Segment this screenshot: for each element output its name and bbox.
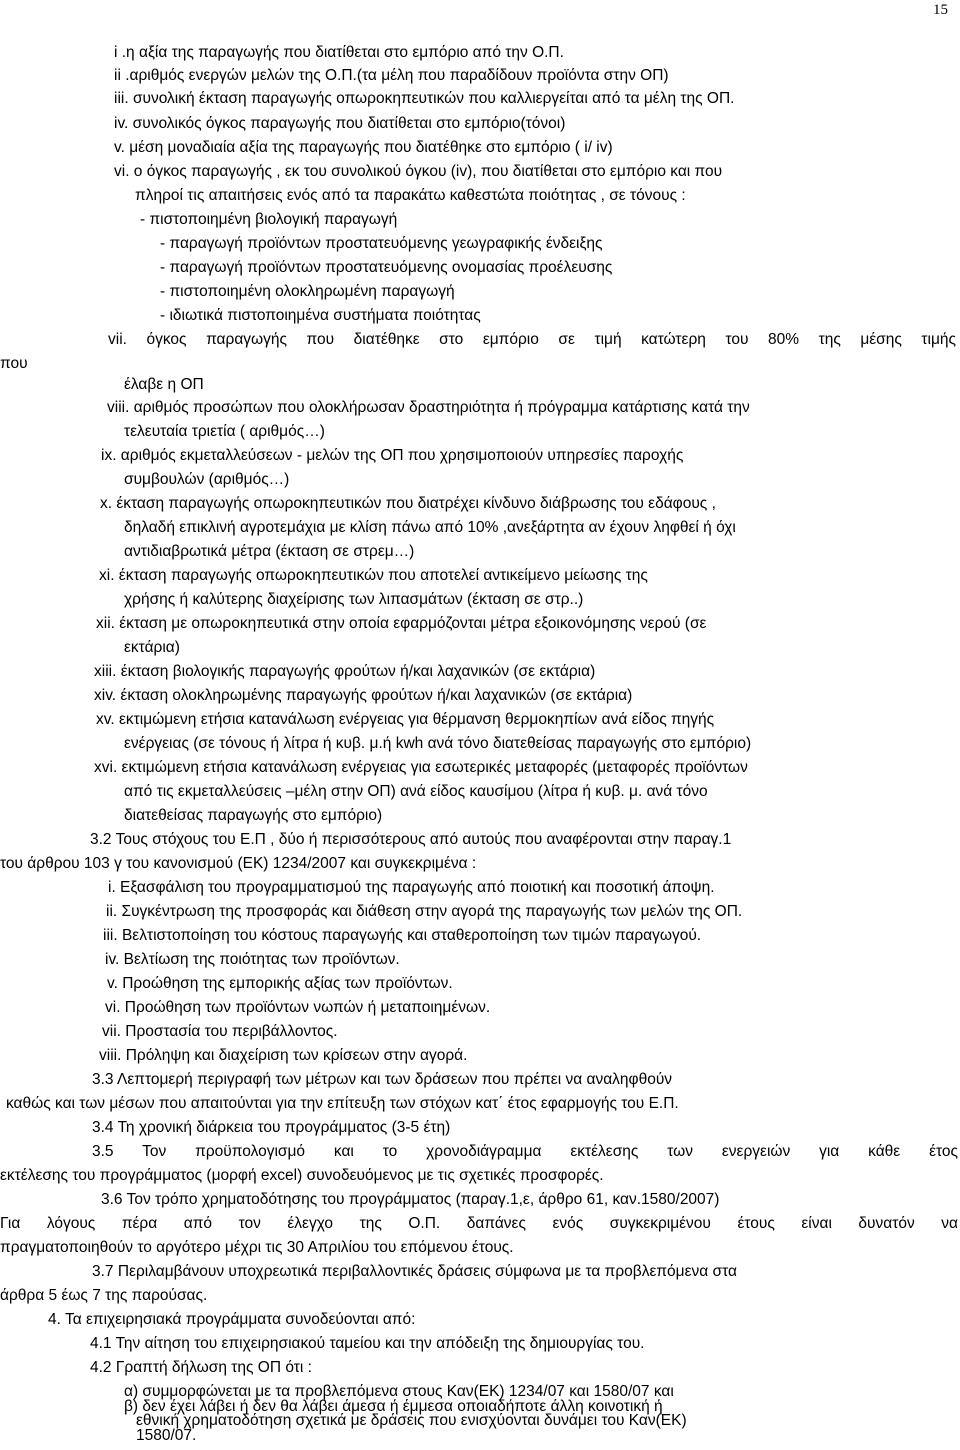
text-line: β) δεν έχει λάβει ή δεν θα λάβει άμεσα ή έμμεσα οποιαδήποτε άλλη κοινοτική ή [124, 1398, 663, 1415]
text-line: αντιδιαβρωτικά μέτρα (έκταση σε στρεμ…) [124, 543, 415, 560]
text-line: vi. ο όγκος παραγωγής , εκ του συνολικού όγκου (iv), που διατίθεται στο εμπόριο και που [114, 163, 723, 180]
text-line: xi. έκταση παραγωγής οπωροκηπευτικών που αποτελεί αντικείμενο μείωσης της [99, 567, 648, 584]
text-line: ενέργειας (σε τόνους ή λίτρα ή κυβ. μ.ή kwh ανά τόνο διατεθείσας παραγωγής στο εμπόριο) [124, 735, 752, 752]
text-line: v. μέση μοναδιαία αξία της παραγωγής που διατέθηκε στο εμπόριο ( i/ iv) [114, 139, 613, 156]
text-line: 4. Τα επιχειρησιακά προγράμματα συνοδεύονται από: [48, 1311, 416, 1328]
text-line: i. Εξασφάλιση του προγραμματισμού της παραγωγής από ποιοτική και ποσοτική άποψη. [108, 879, 715, 896]
text-line: iii. Βελτιστοποίηση του κόστους παραγωγής και σταθεροποίηση των τιμών παραγωγού. [103, 927, 702, 944]
text-line: έλαβε η ΟΠ [124, 376, 204, 393]
text-line: 4.2 Γραπτή δήλωση της ΟΠ ότι : [90, 1359, 312, 1376]
text-line: v. Προώθηση της εμπορικής αξίας των προϊόντων. [107, 975, 453, 992]
text-line: viii. αριθμός προσώπων που ολοκλήρωσαν δραστηριότητα ή πρόγραμμα κατάρτισης κατά την [107, 399, 750, 416]
text-line: από τις εκμεταλλεύσεις –μέλη στην ΟΠ) ανά είδος καυσίμου (λίτρα ή κυβ. μ. ανά τόνο [124, 783, 708, 800]
text-line: 3.3 Λεπτομερή περιγραφή των μέτρων και των δράσεων που πρέπει να αναληφθούν [92, 1071, 673, 1088]
text-line: 3.6 Τον τρόπο χρηματοδότησης του προγράμματος (παραγ.1,ε, άρθρο 61, καν.1580/2007) [101, 1191, 720, 1208]
text-line: τελευταία τριετία ( αριθμός…) [124, 423, 325, 440]
text-line: διατεθείσας παραγωγής στο εμπόριο) [124, 807, 383, 824]
text-line: vii. Προστασία του περιβάλλοντος. [102, 1023, 338, 1040]
text-line: εκτάρια) [124, 639, 180, 656]
text-line: xii. έκταση με οπωροκηπευτικά στην οποία εφαρμόζονται μέτρα εξοικονόμησης νερού (σε [96, 615, 707, 632]
text-line: δηλαδή επικλινή αγροτεμάχια με κλίση πάνω από 10% ,ανεξάρτητα αν έχουν ληφθεί ή όχι [124, 519, 736, 536]
text-line: 3.2 Τους στόχους του Ε.Π , δύο ή περισσότερους από αυτούς που αναφέρονται στην παραγ.1 [90, 831, 732, 848]
text-line: viii. Πρόληψη και διαχείριση των κρίσεων στην αγορά. [99, 1047, 468, 1064]
text-line: συμβουλών (αριθμός…) [124, 471, 290, 488]
text-line: Για λόγους πέρα από τον έλεγχο της Ο.Π. δαπάνες ενός συγκεκριμένου έτους είναι δυνατόν να [0, 1215, 958, 1232]
text-line: - ιδιωτικά πιστοποιημένα συστήματα ποιότητας [160, 307, 481, 324]
text-line: πληροί τις απαιτήσεις ενός από τα παρακάτω καθεστώτα ποιότητας , σε τόνους : [135, 187, 686, 204]
text-line: που [0, 355, 28, 372]
text-line: - παραγωγή προϊόντων προστατευόμενης γεωγραφικής ένδειξης [160, 235, 603, 252]
text-line: εκτέλεσης του προγράμματος (μορφή excel) συνοδευόμενος με τις σχετικές προσφορές. [0, 1167, 604, 1184]
text-line: 3.4 Τη χρονική διάρκεια του προγράμματος (3-5 έτη) [92, 1119, 451, 1136]
text-line: xiv. έκταση ολοκληρωμένης παραγωγής φρούτων ή/και λαχανικών (σε εκτάρια) [94, 687, 633, 704]
text-line: 3.7 Περιλαμβάνουν υποχρεωτικά περιβαλλοντικές δράσεις σύμφωνα με τα προβλεπόμενα στα [92, 1263, 737, 1280]
text-line: xvi. εκτιμώμενη ετήσια κατανάλωση ενέργειας για εσωτερικές μεταφορές (μεταφορές προϊόντων [94, 759, 748, 776]
text-line: - παραγωγή προϊόντων προστατευόμενης ονομασίας προέλευσης [160, 259, 613, 276]
text-line: xiii. έκταση βιολογικής παραγωγής φρούτων ή/και λαχανικών (σε εκτάρια) [94, 663, 596, 680]
text-line: - πιστοποιημένη ολοκληρωμένη παραγωγή [160, 283, 455, 300]
text-line: iii. συνολική έκταση παραγωγής οπωροκηπευτικών που καλλιεργείται από τα μέλη της ΟΠ. [114, 90, 735, 107]
text-line: εθνική χρηματοδότηση σχετικά με δράσεις που ενισχύονται δυνάμει του Καν(ΕΚ) [136, 1412, 687, 1429]
text-line: χρήσης ή καλύτερης διαχείρισης των λιπασμάτων (έκταση σε στρ..) [124, 591, 584, 608]
text-line: xv. εκτιμώμενη ετήσια κατανάλωση ενέργειας για θέρμανση θερμοκηπίων ανά είδος πηγής [96, 711, 715, 728]
text-line: vi. Προώθηση των προϊόντων νωπών ή μεταποιημένων. [105, 999, 491, 1016]
page-number: 15 [933, 2, 948, 18]
text-line: ii .αριθμός ενεργών μελών της Ο.Π.(τα μέλη που παραδίδουν προϊόντα στην ΟΠ) [114, 67, 669, 84]
text-line: 1580/07. [136, 1427, 197, 1444]
text-line: x. έκταση παραγωγής οπωροκηπευτικών που διατρέχει κίνδυνο διάβρωσης του εδάφους , [100, 495, 716, 512]
text-line: ii. Συγκέντρωση της προσφοράς και διάθεση στην αγορά της παραγωγής των μελών της ΟΠ. [106, 903, 743, 920]
text-line: vii. όγκος παραγωγής που διατέθηκε στο εμπόριο σε τιμή κατώτερη του 80% της μέσης τιμής [108, 331, 956, 348]
text-line: iv. συνολικός όγκος παραγωγής που διατίθεται στο εμπόριο(τόνοι) [114, 115, 566, 132]
text-line: 4.1 Την αίτηση του επιχειρησιακού ταμείου και την απόδειξη της δημιουργίας του. [90, 1335, 645, 1352]
text-line: iv. Βελτίωση της ποιότητας των προϊόντων. [105, 951, 400, 968]
text-line: i .η αξία της παραγωγής που διατίθεται στο εμπόριο από την Ο.Π. [114, 44, 564, 61]
text-line: πραγματοποιηθούν το αργότερο μέχρι τις 30 Απριλίου του επόμενου έτους. [0, 1239, 514, 1256]
text-line: - πιστοποιημένη βιολογική παραγωγή [140, 211, 398, 228]
text-line: ix. αριθμός εκμεταλλεύσεων - μελών της ΟΠ που χρησιμοποιούν υπηρεσίες παροχής [101, 447, 684, 464]
text-line: 3.5 Τον προϋπολογισμό και το χρονοδιάγραμμα εκτέλεσης των ενεργειών για κάθε έτος [92, 1143, 958, 1160]
text-line: του άρθρου 103 γ του κανονισμού (ΕΚ) 1234/2007 και συγκεκριμένα : [0, 855, 477, 872]
text-line: καθώς και των μέσων που απαιτούνται για την επίτευξη των στόχων κατ΄ έτος εφαρμογής του Ε.Π. [6, 1095, 679, 1112]
text-line: άρθρα 5 έως 7 της παρούσας. [0, 1287, 208, 1304]
text-line: α) συμμορφώνεται με τα προβλεπόμενα στους Καν(ΕΚ) 1234/07 και 1580/07 και [124, 1383, 674, 1400]
